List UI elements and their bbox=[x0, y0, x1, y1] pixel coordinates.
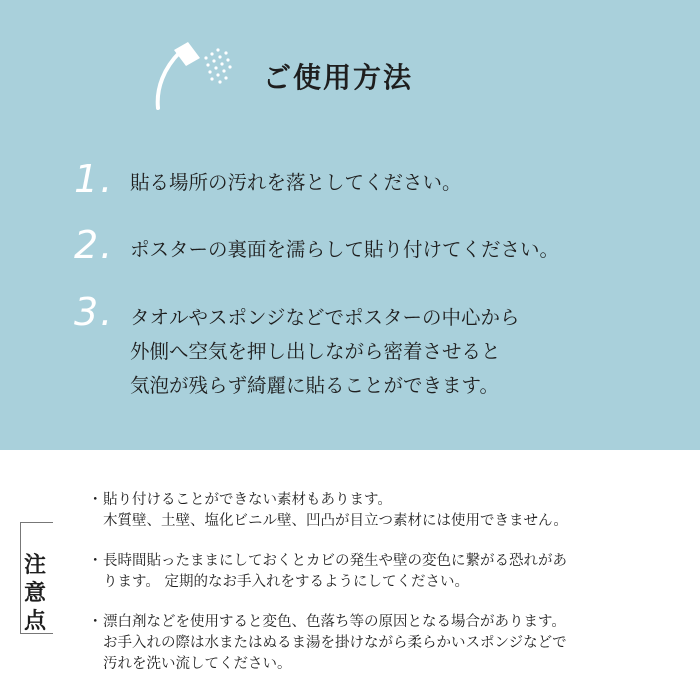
notice-line: 木質壁、土壁、塩化ビニル壁、凹凸が目立つ素材には使用できません。 bbox=[103, 513, 568, 529]
notice-line: 貼り付けることができない素材もあります。 bbox=[103, 492, 392, 508]
notice-line: 汚れを洗い流してください。 bbox=[103, 656, 292, 672]
step-3-number: 3. bbox=[74, 290, 115, 334]
step-line: 外側へ空気を押し出しながら密着させると bbox=[130, 340, 501, 363]
step-3-text bbox=[130, 301, 520, 403]
step-2-number: 2. bbox=[74, 223, 115, 267]
notice-line: 漂白剤などを使用すると変色、色落ち等の原因となる場合があります。 bbox=[103, 614, 566, 630]
notice-line: お手入れの際は水またはぬるま湯を掛けながら柔らかいスポンジなどで bbox=[103, 635, 567, 651]
notice-line: ります。 定期的なお手入れをするようにしてください。 bbox=[103, 574, 469, 590]
step-line: タオルやスポンジなどでポスターの中心から bbox=[130, 306, 520, 329]
notice-label-char: 注 bbox=[23, 553, 46, 578]
step-line: 気泡が残らず綺麗に貼ることができます。 bbox=[130, 374, 499, 397]
step-1-number: 1. bbox=[74, 157, 115, 201]
page-title: ご使用方法 bbox=[263, 61, 414, 94]
notice-line: 長時間貼ったままにしておくとカビの発生や壁の変色に繋がる恐れがあ bbox=[103, 553, 567, 569]
notice-label-char: 意 bbox=[23, 581, 46, 606]
notice-label bbox=[18, 552, 52, 636]
step-line: 貼る場所の汚れを落としてください。 bbox=[130, 171, 462, 194]
shower-head-icon bbox=[150, 38, 242, 110]
step-2-text bbox=[130, 233, 559, 267]
bullet: ・ bbox=[88, 492, 103, 508]
step-1-text bbox=[130, 166, 462, 200]
notice-label-char: 点 bbox=[23, 609, 46, 634]
step-line: ポスターの裏面を濡らして貼り付けてください。 bbox=[130, 238, 560, 261]
bullet: ・ bbox=[88, 614, 103, 630]
bullet: ・ bbox=[88, 553, 103, 569]
